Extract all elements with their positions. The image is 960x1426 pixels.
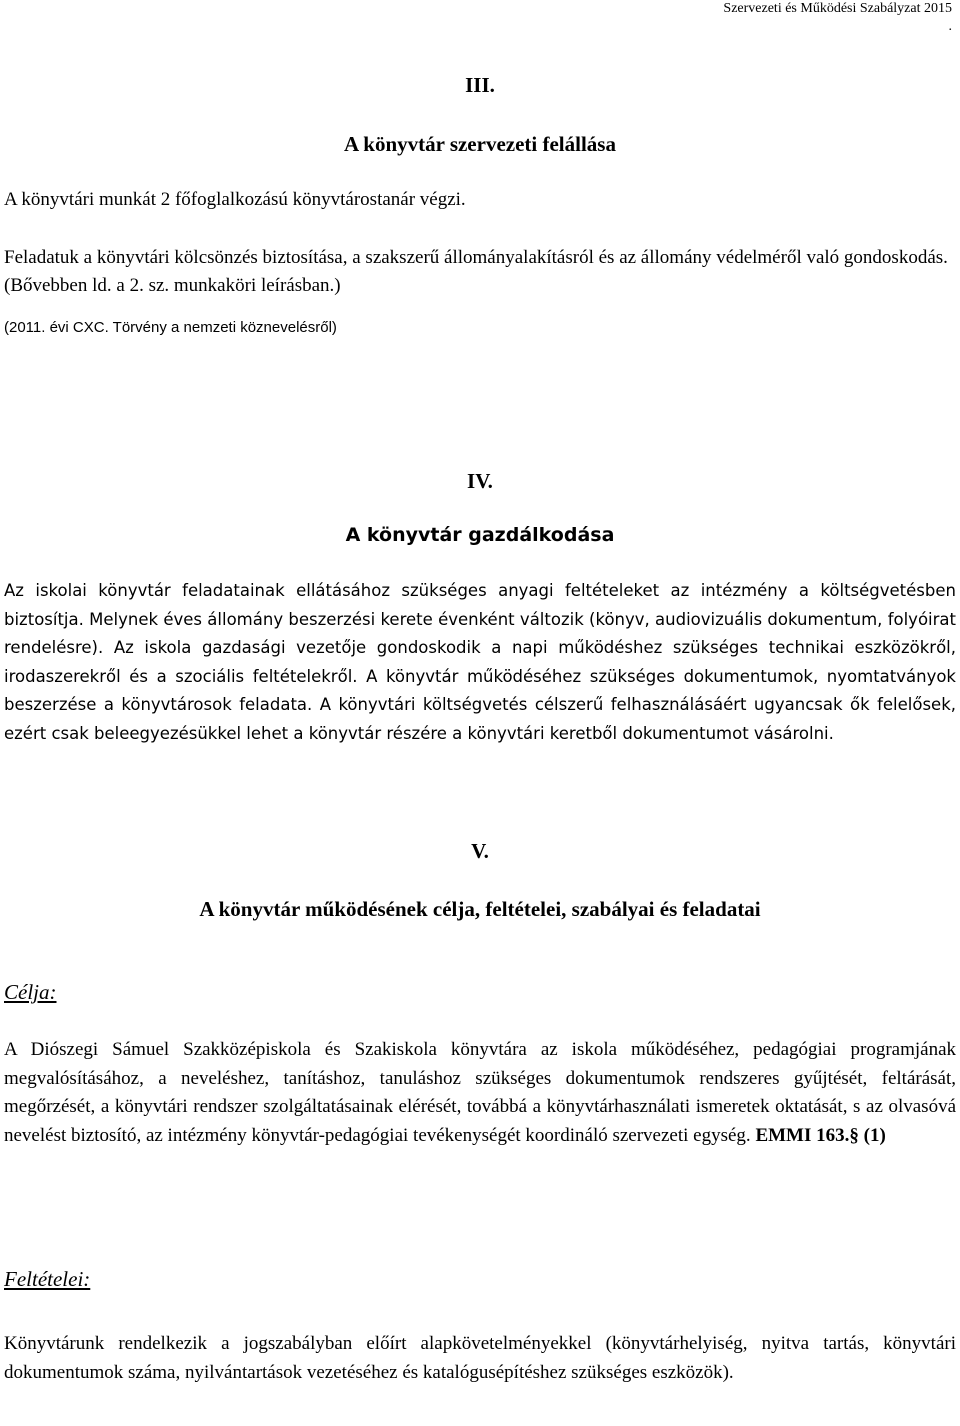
section-3-paragraph-2: Feladatuk a könyvtári kölcsönzés biztosítása, a szakszerű állományalakításról és az állomány védelméről való gondoskodás. (Bővebben ld. a 2. sz. munkaköri leírásban.)	[4, 247, 948, 296]
page-header	[723, 0, 952, 36]
section-3-paragraph-1: A könyvtári munkát 2 főfoglalkozású könyvtárostanár végzi.	[4, 189, 466, 210]
goal-body	[4, 1036, 956, 1150]
section-5-title: A könyvtár működésének célja, feltételei, szabályai és feladatai	[199, 897, 761, 921]
conditions-body: Könyvtárunk rendelkezik a jogszabályban előírt alapkövetelményekkel (könyvtárhelyiség, nyitva tartás, könyvtári dokumentumok száma, nyilvántartások vezetéséhez és katalógusépítéshez szükséges eszközök).	[4, 1333, 956, 1383]
goal-section-sign: §	[849, 1124, 859, 1146]
section-5-number: V.	[471, 839, 489, 863]
section-4-title: A könyvtár gazdálkodása	[345, 524, 615, 546]
goal-heading: Célja:	[4, 980, 57, 1004]
section-3-reference: (2011. évi CXC. Törvény a nemzeti köznevelésről)	[4, 319, 337, 336]
section-3-title: A könyvtár szervezeti felállása	[344, 132, 616, 156]
section-3-number: III.	[465, 73, 495, 97]
section-4-body: Az iskolai könyvtár feladatainak ellátásához szükséges anyagi feltételeket az intézmény a költségvetésben biztosítja. Melynek éves állomány beszerzési kerete évenként változik (könyv, audiovizuális dokumentum, folyóirat rendelésre). Az iskola gazdasági vezetője gondoskodik a napi működéshez szükséges technikai eszközökről, irodaszerekről és a szociális feltételekről. A könyvtár működéséhez szükséges dokumentumok, nyomtatványok beszerzése a könyvtárosok feladata. A könyvtári költségvetés célszerű felhasználásáért ugyancsak ők felelősek, ezért csak beleegyezésükkel lehet a könyvtár részére a könyvtári keretből dokumentumot vásárolni.	[4, 581, 956, 743]
conditions-heading: Feltételei:	[4, 1267, 91, 1291]
section-4-number: IV.	[467, 469, 493, 493]
goal-text: A Diószegi Sámuel Szakközépiskola és Szakiskola könyvtára az iskola működéséhez, pedagógiai programjának megvalósításához, a neveléshez, tanításhoz, tanuláshoz szükséges dokumentumok rendszeres gyűjtését, feltárását, megőrzését, a könyvtári rendszer szolgáltatásainak elérését, továbbá a könyvtárhasználati ismeretek oktatását, s az olvasóvá nevelést biztosító, az intézmény könyvtár-pedagógiai tevékenységét koordináló szervezeti egység.	[4, 1039, 956, 1146]
running-title: Szervezeti és Működési Szabályzat 2015	[723, 1, 952, 16]
goal-paragraph-number: (1)	[863, 1124, 886, 1146]
header-dot: .	[948, 19, 952, 34]
goal-law-reference: EMMI 163.	[755, 1124, 850, 1146]
